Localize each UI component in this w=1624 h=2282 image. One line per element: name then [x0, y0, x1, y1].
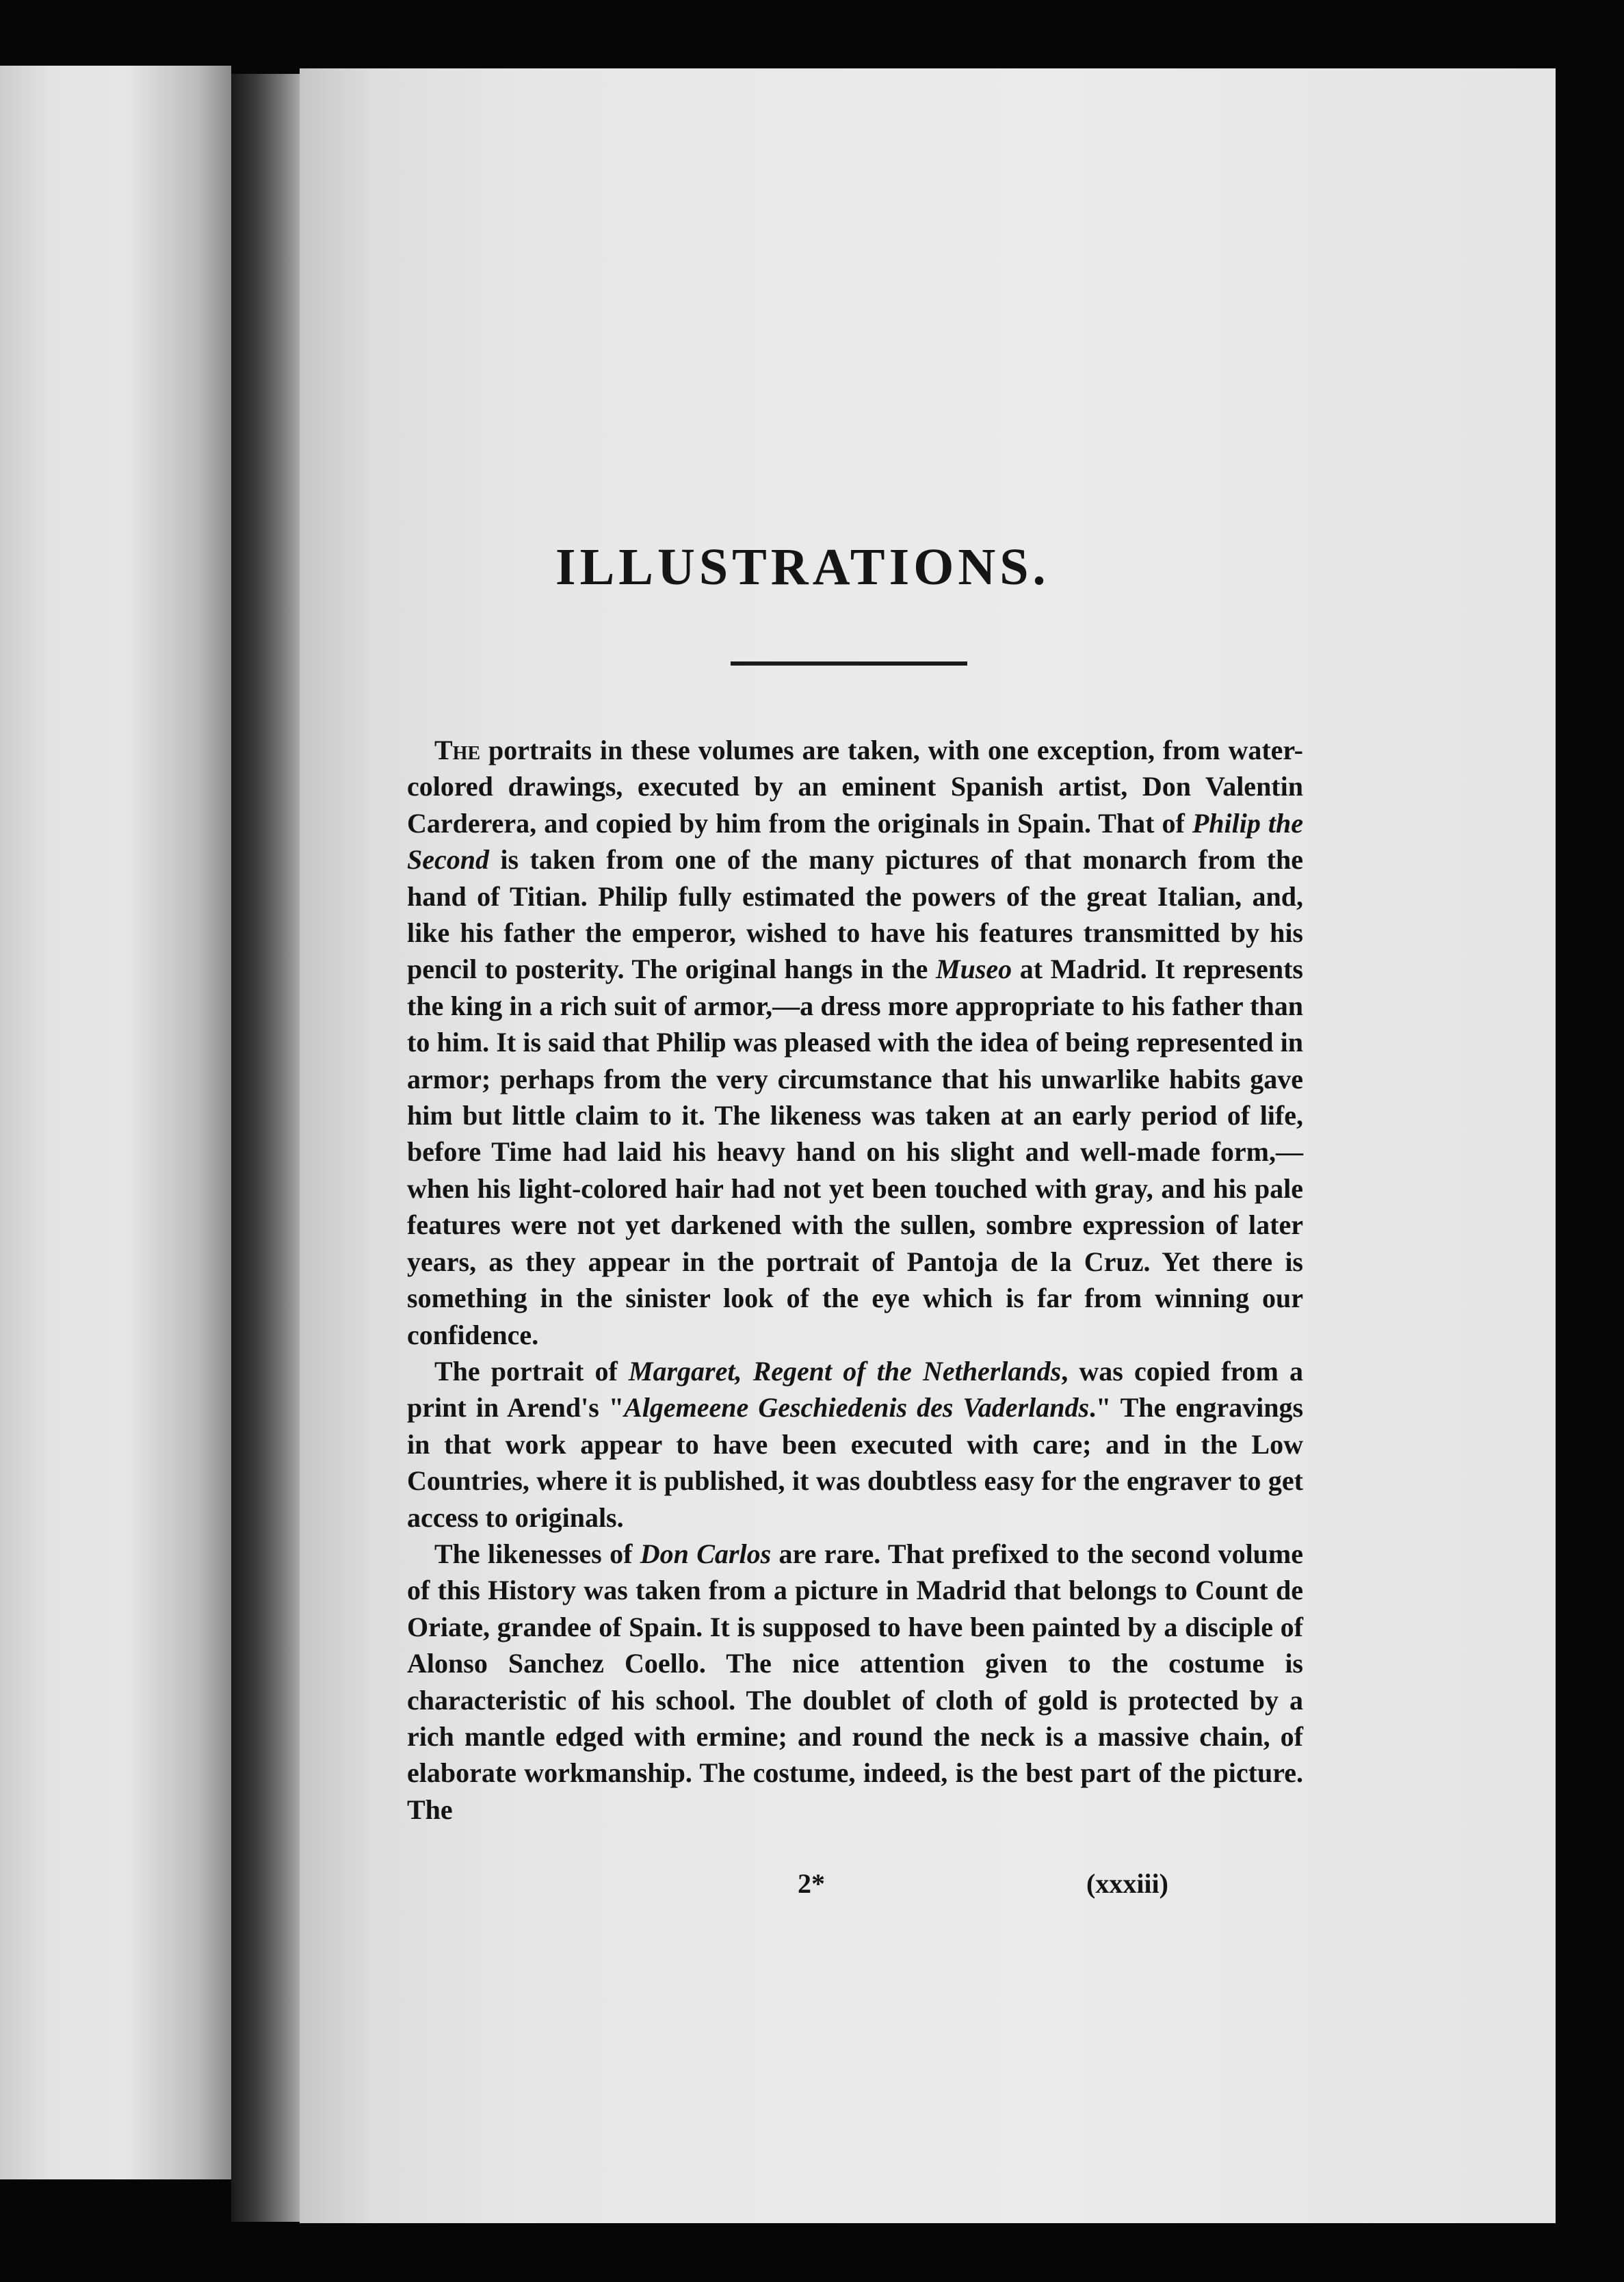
text-run: is taken from one of the many pictures of that monarch from the hand of Titian. Philip fully estimated the powers of the great Italian, and, like his father the emperor, wished to have his features transmitted by his pencil to posterity. The original hangs in the — [407, 844, 1303, 985]
text-run: , was copied from a print in Arend's " — [407, 1355, 1303, 1424]
italic-run: Algemeene Geschiedenis des Vaderlands — [624, 1392, 1090, 1424]
text-run: The portrait of — [434, 1355, 629, 1387]
paragraph — [407, 1353, 1303, 1536]
body-text — [407, 732, 1303, 1828]
facing-page-text-edge — [36, 469, 77, 683]
signature-mark: 2* — [798, 1868, 825, 1899]
paragraph — [407, 1536, 1303, 1828]
text-run: are rare. That prefixed to the second volume of this History was taken from a picture in Madrid that belongs to Count de Oriate, grandee of Spain. It is supposed to have been painted by a disciple of Alonso Sanchez Coello. The nice attention given to the costume is characteristic of his school. The doublet of cloth of gold is protected by a rich mantle edged with ermine; and round the neck is a massive chain, of elaborate workmanship. The costume, indeed, is the best part of the picture. The — [407, 1538, 1304, 1825]
text-run: ." The engravings in that work appear to have been executed with care; and in the Low Countries, where it is published, it was doubtless easy for the engraver to get access to originals. — [407, 1392, 1304, 1533]
title-rule — [731, 661, 967, 666]
text-run: The — [434, 735, 481, 765]
text-run: at Madrid. It represents the king in a rich suit of armor,—a dress more appropriate to his father than to him. It is said that Philip was pleased with the idea of being represented in armor; perhaps from the very circumstance that his unwarlike habits gave him but little claim to it. The likeness was taken at an early period of life, before Time had laid his heavy hand on his slight and well-made form,—when his light-colored hair had not yet been touched with gray, and his pale features were not yet darkened with the sullen, sombre expression of later years, as they appear in the portrait of Pantoja de la Cruz. Yet there is something in the sinister look of the eye which is far from winning our confidence. — [407, 954, 1304, 1350]
page-number: (xxxiii) — [1086, 1868, 1168, 1899]
italic-run: Museo — [936, 954, 1012, 985]
page-title: ILLUSTRATIONS. — [555, 538, 1050, 596]
italic-run: Don Carlos — [640, 1538, 772, 1569]
text-run: The likenesses of — [434, 1538, 640, 1569]
italic-run: Margaret, Regent of the Netherlands — [628, 1355, 1062, 1387]
italic-run: Philip the Second — [407, 807, 1303, 876]
text-run: portraits in these volumes are taken, with one exception, from water-colored drawings, executed by an eminent Spanish artist, Don Valentin Carderera, and copied by him from the originals in Spain. That of — [407, 735, 1303, 839]
facing-page — [0, 66, 231, 2179]
book-gutter — [231, 74, 300, 2222]
paragraph — [407, 732, 1303, 1353]
